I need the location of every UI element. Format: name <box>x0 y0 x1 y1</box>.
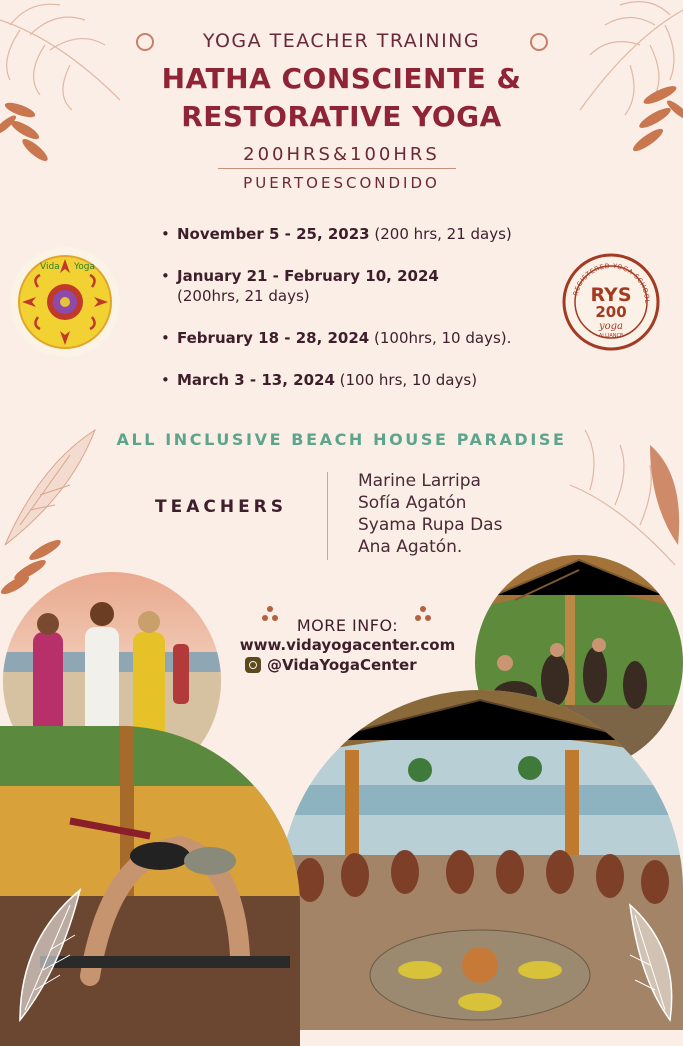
title-line-1: HATHA CONSCIENTE & <box>161 62 522 95</box>
date-item: • January 21 - February 10, 2024 (200hrs, 21 days) <box>160 266 540 306</box>
leaf-mid-left-icon <box>0 425 100 595</box>
svg-text:200: 200 <box>595 303 627 321</box>
location-text: PUERTOESCONDIDO <box>243 174 440 192</box>
dates-list <box>160 224 540 412</box>
website-link[interactable]: www.vidayogacenter.com <box>239 636 456 654</box>
teacher-name: Marine Larripa <box>358 471 481 491</box>
instagram-handle-text: @VidaYogaCenter <box>267 656 417 674</box>
svg-text:ALLIANCE: ALLIANCE <box>598 333 624 339</box>
teachers-heading: TEACHERS <box>155 497 288 517</box>
svg-text:RYS: RYS <box>590 284 632 306</box>
teachers-list <box>358 470 502 558</box>
teachers-divider <box>327 472 328 560</box>
leaf-bottom-left-icon <box>10 880 90 1024</box>
more-info-label: MORE INFO: <box>296 616 399 635</box>
leaf-bottom-right-icon <box>610 900 683 1024</box>
title-line-2: RESTORATIVE YOGA <box>181 100 502 133</box>
instagram-icon <box>245 657 261 673</box>
rys-200-badge <box>562 253 660 351</box>
vida-yoga-logo <box>10 247 120 357</box>
teacher-name: Sofía Agatón <box>358 493 467 513</box>
instagram-handle[interactable] <box>245 656 417 674</box>
date-item: • February 18 - 28, 2024 (100hrs, 10 days). <box>160 328 540 348</box>
teacher-name: Ana Agatón. <box>358 537 463 557</box>
lotus-mandala-icon <box>10 247 120 357</box>
kicker-text: YOGA TEACHER TRAINING <box>202 30 481 52</box>
svg-text:REGISTERED YOGA SCHOOL: REGISTERED YOGA SCHOOL <box>571 261 652 304</box>
teacher-name: Syama Rupa Das <box>358 515 503 535</box>
date-item: • March 3 - 13, 2024 (100 hrs, 10 days) <box>160 370 540 390</box>
svg-text:Vida: Vida <box>40 262 60 272</box>
header-divider <box>218 168 456 169</box>
date-item: • November 5 - 25, 2023 (200 hrs, 21 days) <box>160 224 540 244</box>
svg-text:yoga: yoga <box>598 321 624 332</box>
hours-text: 200HRS&100HRS <box>243 144 440 165</box>
svg-text:Yoga: Yoga <box>74 262 96 272</box>
tagline: ALL INCLUSIVE BEACH HOUSE PARADISE <box>116 430 567 449</box>
